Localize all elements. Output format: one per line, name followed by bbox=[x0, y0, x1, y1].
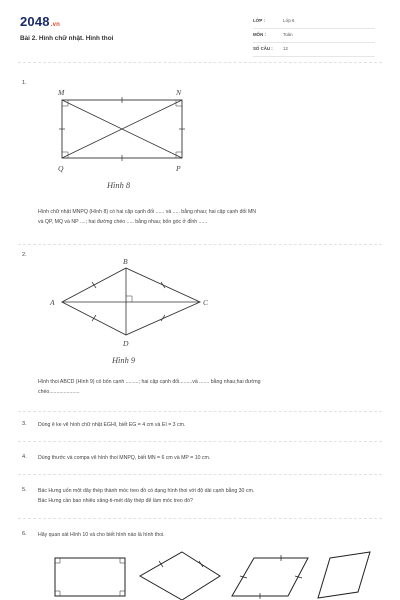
question-4-text: Dùng thước và compa vẽ hình thoi MNPQ, biết MN = 6 cm và MP = 10 cm. bbox=[38, 455, 211, 461]
count-label: SỐ CÂU : bbox=[253, 46, 273, 51]
logo-suffix: .vn bbox=[50, 22, 61, 28]
vertex-label-a: A bbox=[50, 298, 55, 307]
tick-mark bbox=[199, 561, 203, 567]
right-angle-mark bbox=[62, 152, 68, 158]
right-angle-mark bbox=[55, 591, 60, 596]
question-6-text: Hãy quan sát Hình 10 và cho biết hình nào là hình thoi. bbox=[38, 532, 165, 538]
right-angle-mark bbox=[62, 100, 68, 106]
question-separator bbox=[18, 244, 382, 245]
shape-rectangle bbox=[55, 558, 125, 596]
figure-10-shapes bbox=[40, 550, 375, 600]
question-separator bbox=[18, 474, 382, 475]
subject-label: MÔN : bbox=[253, 32, 266, 37]
count-value: 12 bbox=[283, 46, 288, 51]
vertex-label-n: N bbox=[176, 88, 182, 97]
right-angle-mark bbox=[176, 100, 182, 106]
right-angle-mark bbox=[55, 558, 60, 563]
tick-mark bbox=[159, 561, 163, 567]
meta-divider bbox=[253, 28, 375, 29]
question-2-text-line-2: chéo..................... bbox=[38, 389, 80, 395]
figure-8-caption: Hình 8 bbox=[107, 181, 131, 190]
question-6-number: 6. bbox=[22, 531, 27, 537]
question-separator bbox=[18, 441, 382, 442]
question-2-number: 2. bbox=[22, 252, 27, 258]
shape-parallelogram-ticked bbox=[232, 555, 308, 599]
subject-value: Toán bbox=[283, 32, 293, 37]
question-1-text-line-1: Hình chữ nhật MNPQ (Hình 8) có hai cặp cạnh đối ...... và ..... bằng nhau; hai cặp cạnh đối MN bbox=[38, 209, 257, 215]
meta-divider bbox=[253, 42, 375, 43]
question-2-text-line-1: Hình thoi ABCD (Hình 9) có bốn cạnh .........; hai cặp cạnh đối.........và ....... bằng nhau;hai đường bbox=[38, 379, 261, 385]
tick-mark bbox=[161, 282, 165, 288]
question-1-text-line-2: và QP, MQ và NP ....; hai đường chéo ..... bằng nhau; bốn góc ở đỉnh ...... bbox=[38, 219, 208, 225]
meta-divider bbox=[253, 56, 375, 57]
site-logo[interactable] bbox=[20, 14, 60, 29]
rhombus-outline bbox=[62, 268, 200, 335]
page-title: Bài 2. Hình chữ nhật. Hình thoi bbox=[20, 35, 114, 42]
right-angle-mark bbox=[176, 152, 182, 158]
rhombus-figure bbox=[40, 255, 220, 355]
shape-outline bbox=[55, 558, 125, 596]
question-3-number: 3. bbox=[22, 421, 27, 427]
question-4-number: 4. bbox=[22, 454, 27, 460]
question-separator bbox=[18, 411, 382, 412]
shape-outline bbox=[318, 552, 370, 598]
question-5-text-line-2: Bác Hưng cần bao nhiêu xăng-ti-mét dây thép để làm móc treo đó? bbox=[38, 498, 193, 504]
class-value: Lớp 6 bbox=[283, 18, 295, 23]
question-1-number: 1. bbox=[22, 80, 27, 86]
header-separator bbox=[18, 62, 382, 63]
question-5-number: 5. bbox=[22, 487, 27, 493]
shape-parallelogram bbox=[318, 552, 370, 598]
vertex-label-d: D bbox=[123, 339, 129, 348]
vertex-label-b: B bbox=[123, 257, 128, 266]
vertex-label-m: M bbox=[58, 88, 65, 97]
question-3-text: Dùng ê ke vẽ hình chữ nhật EGHI, biết EG = 4 cm và EI = 3 cm. bbox=[38, 422, 186, 428]
figure-9-caption: Hình 9 bbox=[112, 356, 136, 365]
class-label: LỚP : bbox=[253, 18, 265, 23]
tick-mark bbox=[92, 282, 96, 288]
shape-outline bbox=[140, 552, 220, 600]
right-angle-mark bbox=[126, 296, 132, 302]
vertex-label-q: Q bbox=[58, 164, 64, 173]
question-separator bbox=[18, 518, 382, 519]
logo-text: 2048 bbox=[20, 14, 50, 29]
shape-rhombus bbox=[140, 552, 220, 600]
rectangle-figure bbox=[50, 85, 200, 177]
question-5-text-line-1: Bác Hưng uốn một dây thép thành móc treo đồ có dạng hình thoi với độ dài cạnh bằng 30 cm. bbox=[38, 488, 255, 494]
vertex-label-p: P bbox=[176, 164, 181, 173]
right-angle-mark bbox=[120, 558, 125, 563]
right-angle-mark bbox=[120, 591, 125, 596]
vertex-label-c: C bbox=[203, 298, 209, 307]
